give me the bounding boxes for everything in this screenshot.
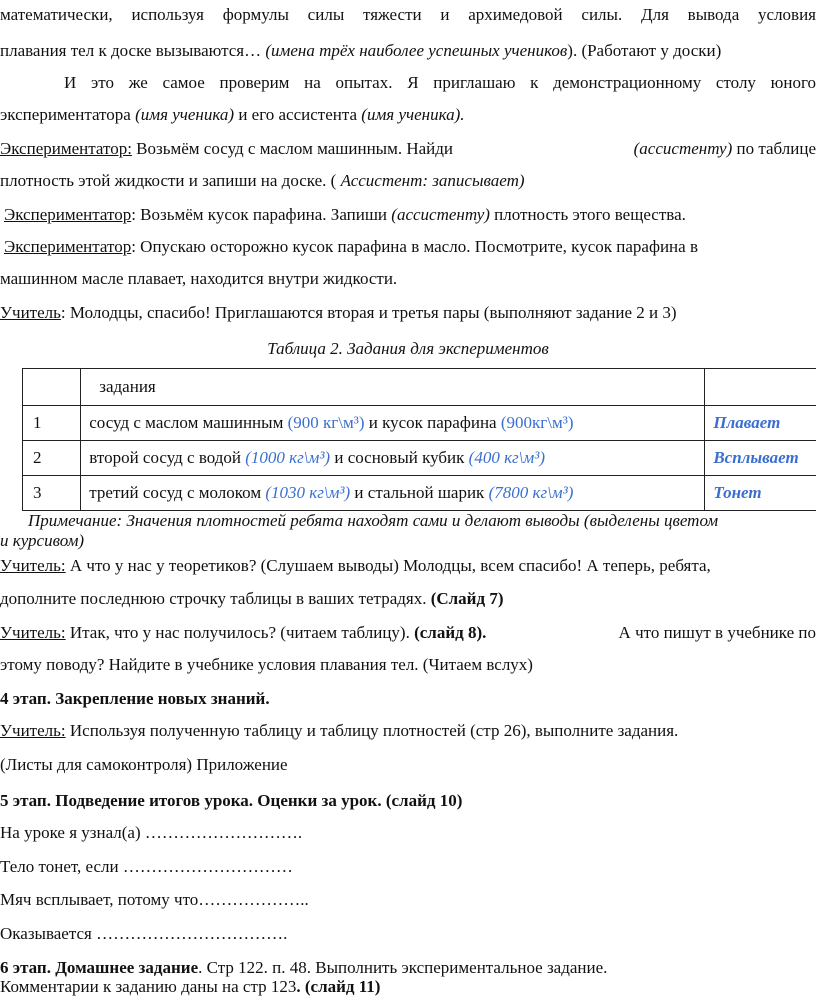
role-label: Учитель:: [0, 721, 66, 740]
role-label: Экспериментатор: [4, 205, 132, 224]
slide-ref: (Слайд 7): [430, 589, 504, 608]
text-line: И это же самое проверим на опытах. Я приглашаю к демонстрационному столу юного: [64, 73, 816, 92]
slide-ref: . (слайд 11): [296, 977, 381, 996]
text-line: [0, 555, 816, 577]
text-line: [4, 204, 816, 226]
row-number: 1: [23, 406, 81, 441]
row-number: 3: [23, 476, 81, 511]
text-span: сосуд с маслом машинным: [89, 413, 288, 432]
role-label: Учитель:: [0, 556, 66, 575]
task-cell: [81, 476, 705, 511]
table-header-cell: [81, 369, 705, 406]
placeholder-name: (имя ученика): [135, 105, 235, 124]
table-row: [23, 476, 816, 511]
text-span: А что пишут в учебнике по: [618, 623, 816, 642]
role-label: Учитель: [0, 303, 61, 322]
density-value: (1030 кг\м³): [265, 483, 351, 502]
text-span: и кусок парафина: [364, 413, 501, 432]
text-line: этому поводу? Найдите в учебнике условия плавания тел. (Читаем вслух): [0, 655, 533, 674]
density-value: (900кг\м³): [500, 413, 574, 432]
experiments-table: [22, 368, 816, 511]
table-row: [23, 441, 816, 476]
text-span: Итак, что у нас получилось? (читаем таблицу).: [65, 623, 415, 642]
text-span: Используя полученную таблицу и таблицу плотностей (стр 26), выполните задания.: [65, 721, 679, 740]
reflection-line: Тело тонет, если …………………………: [0, 857, 293, 876]
role-label: Учитель:: [0, 623, 66, 642]
text-span: третий сосуд с молоком: [89, 483, 266, 502]
note-line: Примечание: Значения плотностей ребята находят сами и делают выводы (выделены цветом: [28, 511, 719, 530]
placeholder-role: (ассистенту): [633, 139, 733, 158]
text-span: : Возьмём кусок парафина. Запиши: [131, 205, 392, 224]
result-cell: Всплывает: [705, 441, 816, 476]
text-span: по таблице: [732, 139, 816, 158]
stage-heading: 4 этап. Закрепление новых знаний.: [0, 689, 270, 708]
task-cell: [81, 406, 705, 441]
placeholder-name: (имя ученика).: [361, 105, 465, 124]
text-line: [0, 720, 816, 742]
text-span: А что у нас у теоретиков? (Слушаем выводы) Молодцы, всем спасибо! А теперь, ребята,: [65, 556, 711, 575]
table-caption: Таблица 2. Задания для экспериментов: [267, 339, 549, 358]
table-row: [23, 406, 816, 441]
text-line: [0, 622, 816, 644]
reflection-line: Оказывается …………………………….: [0, 924, 288, 943]
text-span: Возьмём сосуд с маслом машинным. Найди: [131, 139, 454, 158]
table-header-row: [23, 369, 816, 406]
role-label: Экспериментатор:: [0, 139, 132, 158]
text-line: [0, 104, 816, 126]
stage-title: 6 этап. Домашнее задание: [0, 958, 199, 977]
text-line: [0, 138, 816, 160]
row-number: 2: [23, 441, 81, 476]
text-span: дополните последнюю строчку таблицы в ваших тетрадях.: [0, 589, 431, 608]
role-label: Экспериментатор: [4, 237, 132, 256]
reflection-line: Мяч всплывает, потому что………………..: [0, 890, 309, 909]
placeholder-role: (ассистенту): [391, 205, 490, 224]
text-span: ). (Работают у доски): [567, 41, 722, 60]
text-line: [0, 302, 816, 324]
text-line: [0, 170, 816, 192]
text-span: и его ассистента: [234, 105, 362, 124]
table-cell: [23, 369, 81, 406]
stage-heading: 5 этап. Подведение итогов урока. Оценки за урок. (слайд 10): [0, 791, 463, 810]
text-span: : Молодцы, спасибо! Приглашаются вторая и третья пары (выполняют задание 2 и 3): [60, 303, 677, 322]
text-line: [0, 976, 816, 998]
task-cell: [81, 441, 705, 476]
text-span: : Опускаю осторожно кусок парафина в масло. Посмотрите, кусок парафина в: [131, 237, 698, 256]
text-line: математически, используя формулы силы тяжести и архимедовой силы. Для вывода условия: [0, 5, 816, 24]
text-span: экспериментатора: [0, 105, 136, 124]
reflection-line: На уроке я узнал(а) ……………………….: [0, 823, 303, 842]
text-span: и сосновый кубик: [330, 448, 469, 467]
placeholder-names: (имена трёх наиболее успешных учеников: [265, 41, 568, 60]
text-span: плотность этой жидкости и запиши на доске. (: [0, 171, 341, 190]
text-line: машинном масле плавает, находится внутри жидкости.: [0, 269, 398, 288]
text-span: и стальной шарик: [350, 483, 489, 502]
assistant-note: Ассистент: записывает): [340, 171, 525, 190]
text-span: второй сосуд с водой: [89, 448, 246, 467]
density-value: (400 кг\м³): [468, 448, 545, 467]
header-label: задания: [99, 377, 156, 396]
text-span: Комментарии к заданию даны на стр 123: [0, 977, 297, 996]
note-line: и курсивом): [0, 531, 85, 550]
density-value: (1000 кг\м³): [245, 448, 331, 467]
text-line: (Листы для самоконтроля) Приложение: [0, 755, 288, 774]
density-value: (7800 кг\м³): [488, 483, 574, 502]
text-span: плавания тел к доске вызываются…: [0, 41, 266, 60]
text-line: [4, 236, 816, 258]
text-line: [0, 40, 816, 62]
text-span: плотность этого вещества.: [489, 205, 686, 224]
table-cell: [705, 369, 816, 406]
slide-ref: (слайд 8).: [414, 623, 487, 642]
text-line: [0, 588, 816, 610]
density-value: (900 кг\м³): [287, 413, 365, 432]
result-cell: Плавает: [705, 406, 816, 441]
text-span: . Стр 122. п. 48. Выполнить экспериментальное задание.: [198, 958, 608, 977]
result-cell: Тонет: [705, 476, 816, 511]
